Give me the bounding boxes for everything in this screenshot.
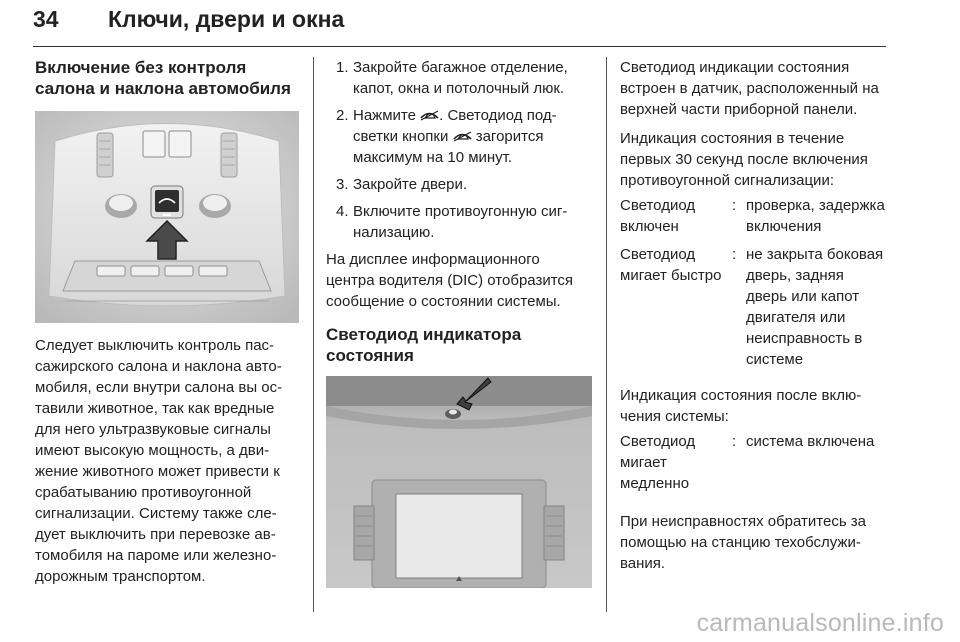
column-divider <box>606 57 607 612</box>
led-meaning: проверка, задержка включения <box>746 197 885 235</box>
dic-message-paragraph: На дисплее информационного центра водителя (DIC) отобразится сообщение о состоянии системы. <box>326 251 574 310</box>
chapter-title: Ключи, двери и окна <box>108 6 345 32</box>
table-row <box>620 244 888 377</box>
after-activation-table <box>620 431 888 501</box>
section-heading-status-led: Светодиод индикатора состояния <box>326 325 522 365</box>
car-tilt-icon <box>453 130 472 142</box>
service-paragraph: При неисправностях обратитесь за помощью на станцию техобслуживания. <box>620 513 867 572</box>
page-number: 34 <box>33 6 59 32</box>
step-number: 4. <box>336 203 349 220</box>
led-state: Светодиод включен <box>620 197 696 235</box>
first-30-seconds-table <box>620 195 888 377</box>
car-tilt-icon <box>420 109 439 121</box>
overhead-console-illustration <box>35 111 299 323</box>
led-meaning: система включена <box>746 433 875 450</box>
step-text: . Светодиод подсветки кнопки <box>353 107 557 145</box>
step-number: 1. <box>336 59 349 76</box>
colon-separator: : <box>732 433 737 450</box>
watermark: carmanualsonline.info <box>696 609 944 637</box>
step-item <box>326 105 592 168</box>
right-column <box>620 57 888 574</box>
step-text: Включите противоугонную сигнализацию. <box>353 203 568 241</box>
colon-separator: : <box>732 246 737 263</box>
led-meaning: не закрыта боковая дверь, задняя дверь или капот двигателя или неисправность в системе <box>746 246 884 368</box>
step-text: Нажмите <box>353 107 421 124</box>
led-state: Светодиод мигает быстро <box>620 246 722 284</box>
left-column <box>35 57 299 587</box>
procedure-steps <box>326 57 592 243</box>
colon-separator: : <box>732 197 737 214</box>
after-activation-label: Индикация состояния после включения системы: <box>620 387 862 425</box>
step-text: Закройте багажное отделение, капот, окна и потолочный люк. <box>353 59 568 97</box>
first-30-seconds-label: Индикация состояния в течение первых 30 секунд после включения противоугонной сигнализации: <box>620 130 868 189</box>
step-text: Закройте двери. <box>353 176 468 193</box>
led-location-paragraph: Светодиод индикации состояния встроен в датчик, расположенный на верхней части приборной панели. <box>620 59 879 118</box>
table-row <box>620 195 888 244</box>
section-heading-no-cabin-control: Включение без контроля салона и наклона автомобиля <box>35 58 291 98</box>
step-item <box>326 201 592 243</box>
pet-warning-paragraph: Следует выключить контроль пассажирского салона и наклона автомобиля, если внутри салона вы оставили животное, так как вредные для него ультразвуковые сигналы имеют высокую мощность, а движение животного может привести к срабатыванию противоугонной сигнализации. Систему также следует выключить при перевозке автомобиля на пароме или железнодорожным транспортом. <box>35 337 283 585</box>
header-rule <box>33 46 886 47</box>
middle-column <box>326 57 592 588</box>
dashboard-led-illustration <box>326 376 592 588</box>
page-header <box>33 6 886 46</box>
table-row <box>620 431 888 501</box>
led-state: Светодиод мигает медленно <box>620 433 696 492</box>
step-item <box>326 174 592 195</box>
step-item <box>326 57 592 99</box>
step-number: 2. <box>336 107 349 124</box>
step-number: 3. <box>336 176 349 193</box>
step-text: загорится максимум на 10 минут. <box>353 128 544 166</box>
column-divider <box>313 57 314 612</box>
